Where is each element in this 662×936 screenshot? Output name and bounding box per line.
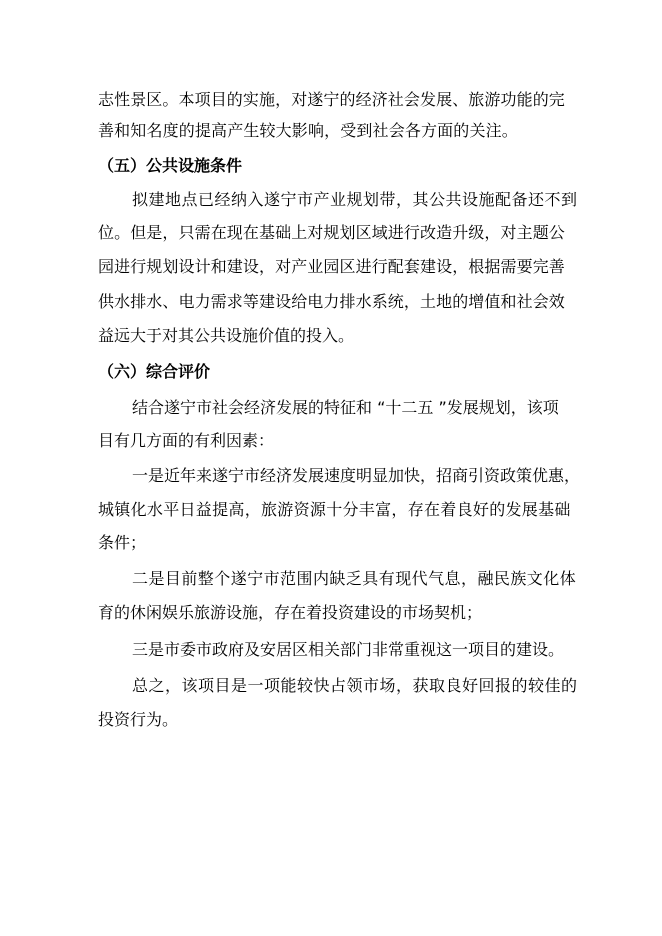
paragraph-line: 益远大于对其公共设施价值的投入。 — [98, 326, 355, 345]
paragraph-line: 总之，该项目是一项能较快占领市场，获取良好回报的较佳的 — [132, 676, 578, 695]
paragraph-line: 育的休闲娱乐旅游设施，存在着投资建设的市场契机； — [98, 603, 483, 622]
paragraph-line: 目有几方面的有利因素： — [98, 431, 275, 450]
paragraph-line: 善和知名度的提高产生较大影响，受到社会各方面的关注。 — [98, 121, 518, 140]
section-heading-overall-evaluation: （六）综合评价 — [98, 362, 211, 381]
paragraph-line: 结合遂宁市社会经济发展的特征和 “十二五 ”发展规划，该项 — [132, 398, 559, 417]
paragraph-line: 城镇化水平日益提高，旅游资源十分丰富，存在着良好的发展基础 — [98, 500, 571, 519]
paragraph-line: 拟建地点已经纳入遂宁市产业规划带，其公共设施配备还不到 — [132, 190, 578, 209]
paragraph-line: 条件； — [98, 533, 147, 552]
paragraph-line: 供水排水、电力需求等建设给电力排水系统，土地的增值和社会效 — [98, 292, 565, 311]
paragraph-line: 二是目前整个遂宁市范围内缺乏具有现代气息，融民族文化体 — [132, 569, 577, 588]
paragraph-line: 投资行为。 — [98, 710, 179, 729]
paragraph-line: 位。但是，只需在现在基础上对规划区域进行改造升级，对主题公 — [98, 223, 565, 242]
paragraph-line: 一是近年来遂宁市经济发展速度明显加快，招商引资政策优惠， — [132, 466, 581, 485]
paragraph-line: 志性景区。本项目的实施，对遂宁的经济社会发展、旅游功能的完 — [98, 90, 565, 109]
paragraph-line: 三是市委市政府及安居区相关部门非常重视这一项目的建设。 — [132, 640, 565, 659]
section-heading-public-facilities: （五）公共设施条件 — [98, 156, 243, 175]
paragraph-line: 园进行规划设计和建设，对产业园区进行配套建设，根据需要完善 — [98, 257, 565, 276]
